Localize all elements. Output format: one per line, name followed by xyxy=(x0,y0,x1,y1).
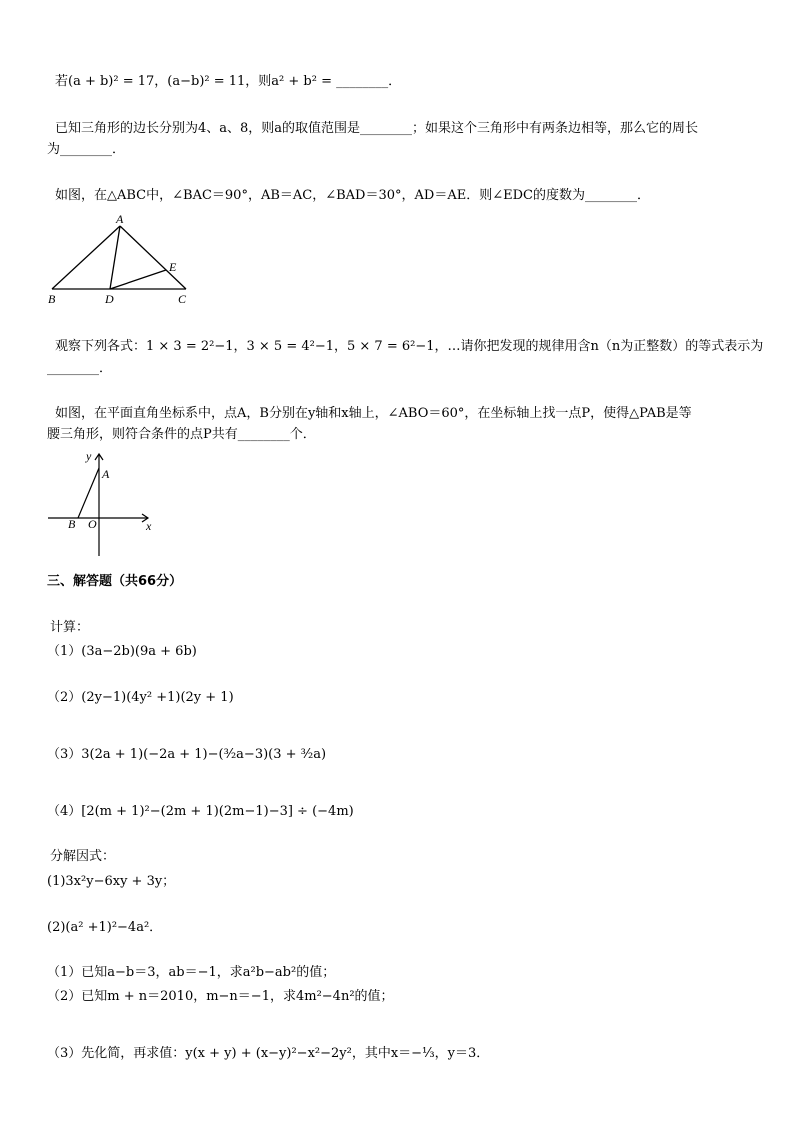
calc-title: 计算： xyxy=(50,620,90,635)
label-c: C xyxy=(178,292,187,306)
label-y-axis: y xyxy=(86,449,92,463)
label-b: B xyxy=(48,292,56,306)
evaluate-part-3: （3）先化简，再求值：y(x + y) + (x−y)²−x²−2y²，其中x＝−⅓，y＝3． xyxy=(47,1046,490,1061)
label-b-point: B xyxy=(68,517,76,531)
question-pattern-line2: ________． xyxy=(47,361,113,376)
calc-part-3: （3）3(2a + 1)(−2a + 1)−(³⁄₂a−3)(3 + ³⁄₂a) xyxy=(47,747,327,762)
factor-part-2: (2)(a² +1)²−4a²． xyxy=(47,920,163,935)
label-d: D xyxy=(105,292,114,306)
evaluate-part-2: （2）已知m + n＝2010，m−n＝−1，求4m²−4n²的值； xyxy=(47,989,394,1004)
calc-part-2: （2）(2y−1)(4y² +1)(2y + 1) xyxy=(47,690,234,705)
question-a-squared-plus-b-squared: 若(a + b)² = 17，(a−b)² = 11，则a² + b² = ________． xyxy=(55,74,402,89)
label-e: E xyxy=(169,260,177,274)
section-heading-answer-questions: 三、解答题（共66分） xyxy=(47,574,183,589)
label-a-point: A xyxy=(102,467,110,481)
question-triangle-sides-line2: 为________． xyxy=(47,142,126,157)
question-pattern-line1: 观察下列各式：1 × 3 = 2²−1，3 × 5 = 4²−1，5 × 7 = 6²−1，…请你把发现的规律用含n（n为正整数）的等式表示为 xyxy=(55,339,764,354)
triangle-abc-figure xyxy=(42,210,202,310)
evaluate-part-1: （1）已知a−b＝3，ab＝−1，求a²b−ab²的值； xyxy=(47,965,336,980)
calc-part-4: （4）[2(m + 1)²−(2m + 1)(2m−1)−3] ÷ (−4m) xyxy=(47,804,354,819)
question-angle-edc: 如图，在△ABC中，∠BAC＝90°，AB＝AC，∠BAD＝30°，AD＝AE．则∠EDC的度数为________． xyxy=(55,188,650,203)
label-a: A xyxy=(116,212,124,226)
factor-part-1: (1)3x²y−6xy + 3y； xyxy=(47,874,176,889)
calc-part-1: （1）(3a−2b)(9a + 6b) xyxy=(47,644,197,659)
label-origin: O xyxy=(88,517,97,531)
question-isosceles-points-line1: 如图，在平面直角坐标系中，点A，B分别在y轴和x轴上，∠ABO＝60°，在坐标轴上找一点P，使得△PAB是等 xyxy=(55,406,692,421)
question-triangle-sides-line1: 已知三角形的边长分别为4、a、8，则a的取值范围是________；如果这个三角形中有两条边相等，那么它的周长 xyxy=(55,121,699,136)
label-x-axis: x xyxy=(146,519,152,533)
question-isosceles-points-line2: 腰三角形，则符合条件的点P共有________个． xyxy=(47,427,316,442)
factor-title: 分解因式： xyxy=(50,849,116,864)
coordinate-axes-figure xyxy=(42,448,162,560)
